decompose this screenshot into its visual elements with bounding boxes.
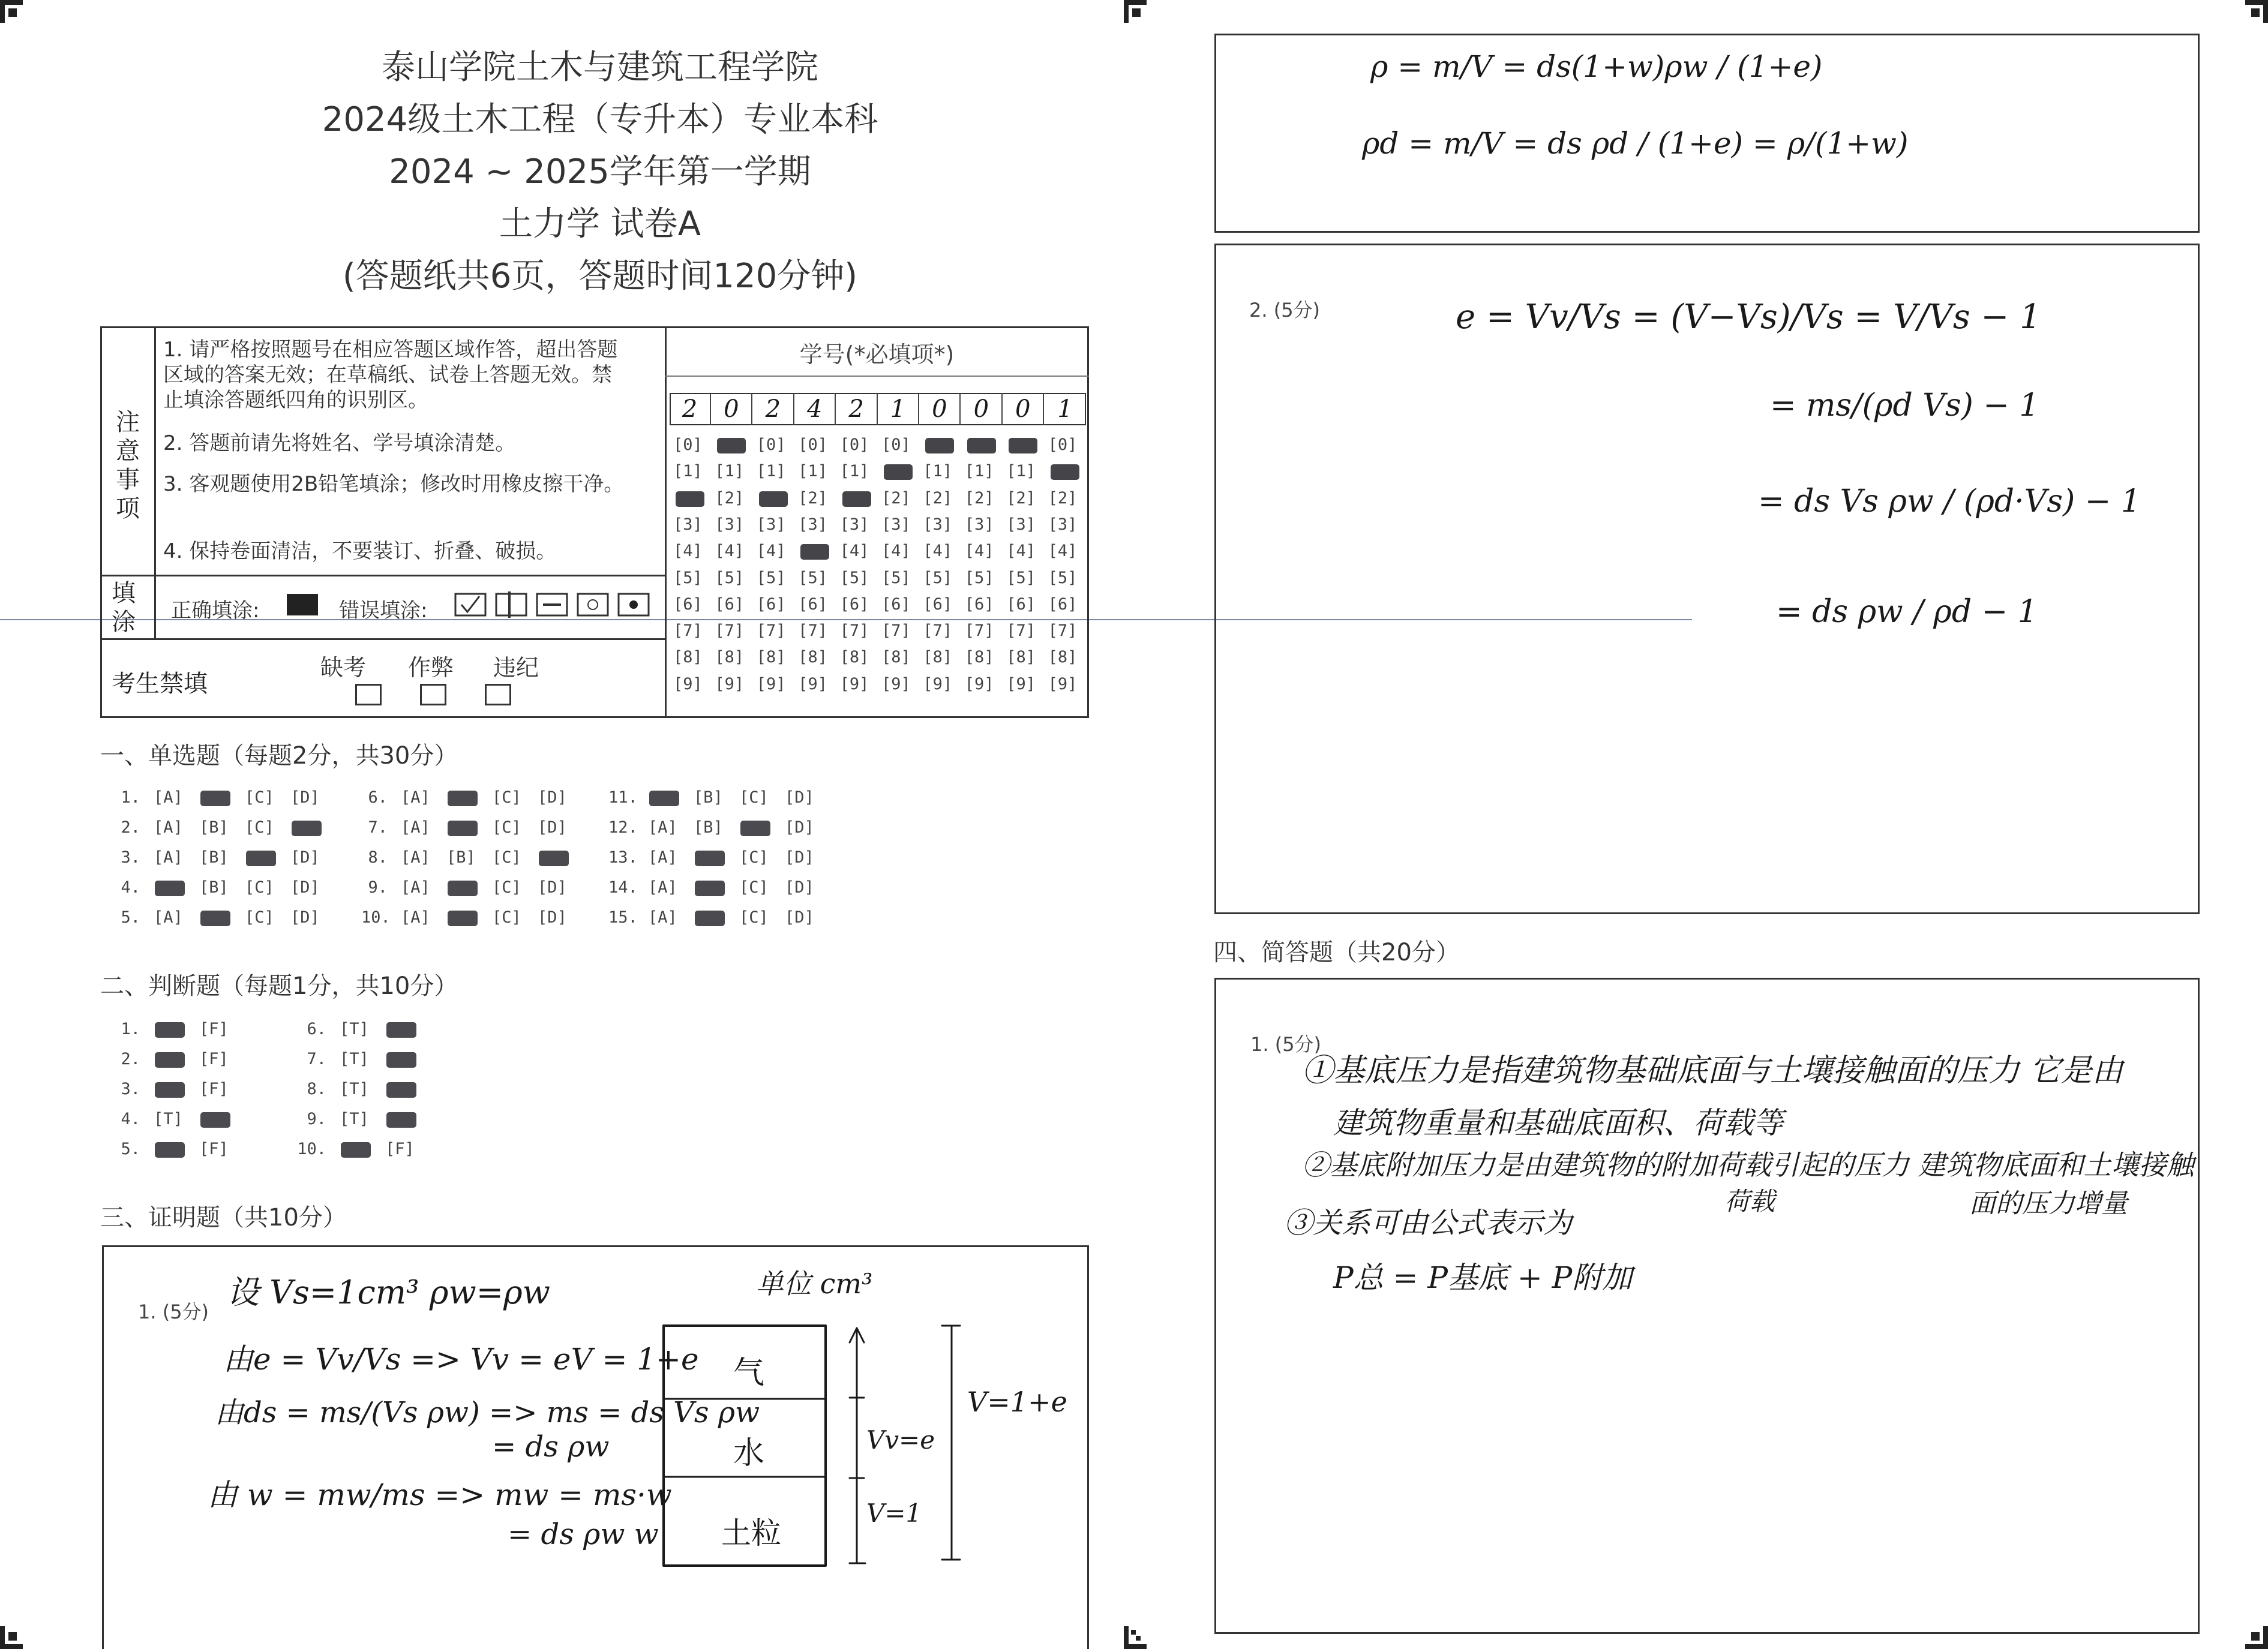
student-id-handwritten-digit: 1 [878,393,919,425]
section1-title: 一、单选题（每题2分，共30分） [100,742,458,770]
section2-title: 二、判断题（每题1分，共10分） [100,972,458,1000]
student-id-bubble-filled[interactable] [842,491,871,507]
student-id-bubble[interactable]: [9] [839,674,869,693]
exam-title: 土力学 试卷A [499,205,701,244]
student-id-bubble[interactable]: [6] [1006,594,1036,614]
tf-option-filled[interactable] [155,1052,185,1068]
proof-q1-label: 1. (5分) [138,1300,209,1323]
mc-question-number: 5. [121,908,140,927]
student-id-bubble[interactable]: [3] [673,515,703,534]
student-id-bubble[interactable]: [1] [798,462,827,481]
mc-option[interactable]: [D] [538,818,567,837]
student-id-bubble[interactable]: [7] [923,621,953,641]
essay-q1-label: 1. (5分) [1250,1033,1322,1056]
notice-item-2: 2. 答题前请先将姓名、学号填涂清楚。 [163,431,516,455]
tf-question-number: 5. [121,1140,140,1158]
student-id-bubble[interactable]: [3] [1006,515,1036,534]
essay-line-3: ②基底附加压力是由建筑物的附加荷载引起的压力 建筑物底面和土壤接触 [1302,1149,2194,1181]
mc-question-number: 14. [608,878,638,897]
mc-option-filled[interactable] [695,881,725,896]
mc-option[interactable]: [C] [739,878,769,897]
student-id-bubble[interactable]: [9] [756,674,786,693]
student-id-bubble[interactable]: [6] [923,594,953,614]
exam-note: (答题纸共6页，答题时间120分钟) [342,257,858,296]
mc-option[interactable]: [A] [648,908,677,927]
student-id-bubble-filled[interactable] [800,544,829,560]
mc-option[interactable]: [B] [446,848,476,867]
student-id-bubble[interactable]: [1] [673,462,703,481]
mc-question-number: 9. [368,878,388,897]
phase-vs-label: V=1 [866,1498,922,1528]
tf-option-filled[interactable] [386,1082,416,1098]
tf-option[interactable]: [F] [199,1050,229,1068]
student-id-bubble[interactable]: [3] [715,515,745,534]
student-id-bubble[interactable]: [8] [881,648,911,667]
student-id-bubble[interactable]: [6] [756,594,786,614]
tf-option[interactable]: [F] [385,1140,415,1158]
student-id-bubble[interactable]: [0] [798,435,827,454]
student-id-bubble[interactable]: [8] [756,648,786,667]
tf-question-number: 10. [297,1140,326,1158]
student-id-bubble[interactable]: [2] [923,488,953,507]
proof1-line5: 由 w = mw/ms => mw = ms·w [208,1477,672,1512]
mc-option-filled[interactable] [448,821,478,836]
student-id-bubble[interactable]: [2] [798,488,827,507]
mc-question-number: 10. [361,908,391,927]
student-id-handwritten-digit: 0 [711,393,752,425]
mc-option-filled[interactable] [539,851,569,866]
tf-option[interactable]: [T] [154,1110,183,1128]
student-id-bubble[interactable]: [5] [756,568,786,587]
student-id-bubble[interactable]: [7] [839,621,869,641]
notice-item-4: 4. 保持卷面清洁，不要装订、折叠、破损。 [163,539,557,563]
mc-option[interactable]: [C] [245,908,274,927]
mc-question-number: 3. [121,848,140,867]
student-id-bubble[interactable]: [7] [756,621,786,641]
student-id-bubble[interactable]: [0] [881,435,911,454]
student-id-bubble[interactable]: [4] [881,542,911,561]
corner-mark-top-left [0,0,23,23]
forbidden-violation: 违纪 [493,654,539,681]
mc-question-number: 2. [121,818,140,837]
tf-question-number: 9. [307,1110,326,1128]
tf-question-number: 6. [307,1020,326,1038]
mc-option[interactable]: [D] [538,788,567,807]
mc-option[interactable]: [A] [401,788,430,807]
student-id-handwritten-digit: 1 [1057,395,1073,423]
mc-question-number: 12. [608,818,638,837]
mc-option[interactable]: [C] [739,788,769,807]
proof1-line2: 由e = Vv/Vs => Vv = eV = 1+e [223,1342,699,1377]
student-id-bubble[interactable]: [8] [798,648,827,667]
mc-option[interactable]: [C] [245,878,274,897]
student-id-bubble[interactable]: [6] [715,594,745,614]
student-id-bubble[interactable]: [5] [839,568,869,587]
student-id-bubble[interactable]: [8] [673,648,703,667]
corner-mark-top-right [2245,0,2268,23]
student-id-bubble[interactable]: [5] [715,568,745,587]
mc-option[interactable]: [B] [694,788,723,807]
student-id-bubble[interactable]: [7] [798,621,827,641]
student-id-handwritten-digit: 0 [1003,393,1044,425]
student-id-bubble[interactable]: [7] [715,621,745,641]
semester-title: 2024 ~ 2025学年第一学期 [389,152,811,191]
mc-option[interactable]: [C] [739,908,769,927]
mc-question-number: 6. [368,788,388,807]
student-id-bubble[interactable]: [4] [1048,542,1078,561]
student-id-bubble[interactable]: [3] [756,515,786,534]
tf-option[interactable]: [T] [340,1110,369,1128]
notice-item-3: 3. 客观题使用2B铅笔填涂；修改时用橡皮擦干净。 [163,472,625,496]
student-id-bubble[interactable]: [4] [964,542,994,561]
mc-question-number: 4. [121,878,140,897]
student-id-bubble[interactable]: [0] [756,435,786,454]
fill-label: 填涂 [112,579,136,636]
mc-option[interactable]: [A] [648,878,677,897]
checkbox-violation[interactable] [485,684,511,705]
mc-option[interactable]: [A] [154,908,183,927]
mc-option[interactable]: [D] [290,878,320,897]
mc-option[interactable]: [A] [154,818,183,837]
tf-question-number: 8. [307,1080,326,1098]
mc-question-number: 7. [368,818,388,837]
student-id-bubble[interactable]: [1] [964,462,994,481]
student-id-bubble-filled[interactable] [717,438,746,453]
student-id-bubble[interactable]: [0] [1048,435,1078,454]
top-rhod-formula: ρd = m/V = ds ρd / (1+e) = ρ/(1+w) [1362,126,1909,161]
corner-mark-top-middle [1124,0,1147,23]
student-id-bubble[interactable]: [6] [798,594,827,614]
student-id-bubble[interactable]: [3] [1048,515,1078,534]
student-id-bubble[interactable]: [4] [673,542,703,561]
proof2-step2: = ms/(ρd Vs) − 1 [1770,388,2039,423]
proof1-unit: 单位 cm³ [756,1267,873,1300]
tf-option[interactable]: [T] [340,1020,369,1038]
mc-option[interactable]: [C] [492,788,521,807]
student-id-handwritten-digit: 4 [794,393,836,425]
corner-mark-bottom-middle [1124,1626,1147,1649]
student-id-bubble[interactable]: [6] [673,594,703,614]
student-id-bubble[interactable]: [3] [964,515,994,534]
mc-option-filled[interactable] [740,821,770,836]
student-id-bubble-filled[interactable] [759,491,788,507]
student-id-bubble[interactable]: [8] [715,648,745,667]
mc-option[interactable]: [D] [785,788,814,807]
mc-option[interactable]: [C] [492,908,521,927]
tf-option-filled[interactable] [386,1112,416,1128]
forbidden-cheat: 作弊 [408,654,454,681]
phase-water-label: 水 [733,1435,765,1471]
mc-option[interactable]: [A] [648,848,677,867]
mc-option[interactable]: [D] [785,878,814,897]
mc-option[interactable]: [D] [538,908,567,927]
student-id-bubble[interactable]: [9] [923,674,953,693]
student-id-bubble-filled[interactable] [884,464,913,480]
mc-option-filled[interactable] [695,851,725,866]
essay-line-5: P总 = P基底 + P附加 [1333,1260,1633,1295]
mc-option[interactable]: [A] [401,818,430,837]
mc-option[interactable]: [B] [199,818,229,837]
section3-title: 三、证明题（共10分） [100,1204,347,1232]
correct-fill-sample [287,594,318,615]
proof2-step4: = ds ρw / ρd − 1 [1776,594,2038,630]
mc-option[interactable]: [C] [492,878,521,897]
mc-option[interactable]: [C] [492,848,521,867]
corner-mark-bottom-right [2245,1626,2268,1649]
student-id-bubble[interactable]: [9] [964,674,994,693]
mc-option-filled[interactable] [695,911,725,926]
student-id-bubble[interactable]: [5] [964,568,994,587]
mc-option[interactable]: [A] [154,848,183,867]
mc-option[interactable]: [D] [785,818,814,837]
mc-option[interactable]: [C] [739,848,769,867]
tf-question-number: 7. [307,1050,326,1068]
mc-option[interactable]: [A] [401,848,430,867]
phase-vv-label: Vv=e [866,1425,935,1455]
student-id-handwritten-digit: 0 [961,393,1003,425]
student-id-handwritten-digit: 2 [670,393,711,425]
proof2-step3: = ds Vs ρw / (ρd·Vs) − 1 [1758,483,2141,519]
mc-option-filled[interactable] [649,791,679,806]
tf-option[interactable]: [T] [340,1050,369,1068]
proof1-line6: = ds ρw w [508,1518,659,1551]
student-id-bubble[interactable]: [3] [923,515,953,534]
tf-option[interactable]: [T] [340,1080,369,1098]
wrong-fill-samples [454,591,652,618]
student-id-bubble[interactable]: [8] [1048,648,1078,667]
student-id-bubble[interactable]: [9] [715,674,745,693]
mc-option[interactable]: [C] [245,788,274,807]
student-id-bubble-filled[interactable] [967,438,996,453]
student-id-bubble[interactable]: [8] [923,648,953,667]
mc-option[interactable]: [D] [290,848,320,867]
student-id-bubble[interactable]: [4] [923,542,953,561]
mc-option[interactable]: [D] [785,908,814,927]
tf-question-number: 4. [121,1110,140,1128]
tf-option-filled[interactable] [155,1142,185,1158]
mc-question-number: 11. [608,788,638,807]
mc-option-filled[interactable] [200,791,230,806]
student-id-bubble[interactable]: [6] [1048,594,1078,614]
mc-question-number: 1. [121,788,140,807]
mc-option[interactable]: [A] [154,788,183,807]
student-id-bubble[interactable]: [4] [839,542,869,561]
proof1-line4: = ds ρw [492,1430,610,1464]
mc-option[interactable]: [B] [199,878,229,897]
student-id-bubble[interactable]: [2] [1006,488,1036,507]
forbidden-label: 考生禁填 [112,670,208,698]
phase-solid-label: 土粒 [721,1516,781,1551]
student-id-bubble[interactable]: [1] [715,462,745,481]
notice-item-1: 1. 请严格按照题号在相应答题区域作答，超出答题区域的答案无效；在草稿纸、试卷上答题无效。禁止填涂答题纸四角的识别区。 [163,338,618,412]
forbidden-absent: 缺考 [320,654,367,681]
school-title: 泰山学院土木与建筑工程学院 [382,48,818,87]
student-id-bubble[interactable]: [7] [673,621,703,641]
mc-option[interactable]: [D] [290,788,320,807]
student-id-bubble[interactable]: [8] [1006,648,1036,667]
mc-option[interactable]: [C] [492,818,521,837]
mc-question-number: 8. [368,848,388,867]
correct-fill-label: 正确填涂: [171,599,260,623]
mc-option[interactable]: [D] [538,878,567,897]
student-id-title: 学号(*必填项*) [799,341,955,368]
essay-line-1: ①基底压力是指建筑物基础底面与土壤接触面的压力 它是由 [1302,1053,2123,1089]
checkbox-absent[interactable] [355,684,382,705]
proof2-step1: e = Vv/Vs = (V−Vs)/Vs = V/Vs − 1 [1456,298,2041,337]
student-id-bubble[interactable]: [5] [923,568,953,587]
student-id-bubble[interactable]: [3] [881,515,911,534]
student-id-bubble[interactable]: [6] [881,594,911,614]
proof1-line3: 由ds = ms/(Vs ρw) => ms = ds Vs ρw [215,1396,760,1429]
mc-option[interactable]: [A] [401,908,430,927]
wrong-fill-label: 错误填涂: [339,599,428,623]
student-id-bubble[interactable]: [5] [1006,568,1036,587]
student-id-bubble[interactable]: [9] [798,674,827,693]
student-id-bubble[interactable]: [7] [881,621,911,641]
student-id-bubble[interactable]: [7] [964,621,994,641]
student-id-bubble[interactable]: [9] [881,674,911,693]
student-id-bubble[interactable]: [0] [673,435,703,454]
student-id-bubble[interactable]: [2] [715,488,745,507]
proof-q2-label: 2. (5分) [1249,299,1321,322]
student-id-bubble[interactable]: [9] [673,674,703,693]
mc-option-filled[interactable] [246,851,276,866]
mc-option-filled[interactable] [448,911,478,926]
student-id-bubble-filled[interactable] [676,491,704,507]
student-id-bubble[interactable]: [8] [839,648,869,667]
section4-title: 四、简答题（共20分） [1213,939,1460,966]
mc-question-number: 15. [608,908,638,927]
mc-option-filled[interactable] [448,791,478,806]
tf-option[interactable]: [F] [199,1140,229,1158]
proof-answer-box-2[interactable] [1214,244,2200,914]
student-id-bubble[interactable]: [5] [798,568,827,587]
mc-option[interactable]: [A] [401,878,430,897]
student-id-bubble-filled[interactable] [925,438,954,453]
student-id-handwritten-digit: 2 [836,393,878,425]
student-id-bubble[interactable]: [6] [964,594,994,614]
student-id-bubble[interactable]: [5] [673,568,703,587]
student-id-bubble[interactable]: [4] [715,542,745,561]
phase-air-label: 气 [733,1355,765,1391]
essay-line-3-continued: 面的压力增量 [1969,1188,2128,1219]
student-id-bubble[interactable]: [4] [756,542,786,561]
tf-question-number: 2. [121,1050,140,1068]
tf-question-number: 3. [121,1080,140,1098]
mc-option-filled[interactable] [200,911,230,926]
mc-option[interactable]: [D] [290,908,320,927]
student-id-bubble[interactable]: [2] [1048,488,1078,507]
student-id-bubble[interactable]: [0] [839,435,869,454]
essay-line-2: 建筑物重量和基础底面积、荷载等 [1333,1106,1783,1140]
student-id-bubble[interactable]: [3] [798,515,827,534]
student-id-bubble[interactable]: [4] [1006,542,1036,561]
tf-option-filled[interactable] [155,1022,185,1038]
mc-option-filled[interactable] [292,821,322,836]
student-id-bubble[interactable]: [6] [839,594,869,614]
student-id-bubble-filled[interactable] [1051,464,1079,480]
tf-option-filled[interactable] [386,1052,416,1068]
mc-option[interactable]: [A] [648,818,677,837]
student-id-bubble-filled[interactable] [1009,438,1037,453]
student-id-bubble[interactable]: [7] [1048,621,1078,641]
tf-option-filled[interactable] [341,1142,371,1158]
top-rho-formula: ρ = m/V = ds(1+w)ρw / (1+e) [1370,49,1823,84]
student-id-bubble[interactable]: [1] [923,462,953,481]
tf-option-filled[interactable] [200,1112,230,1128]
student-id-bubble[interactable]: [9] [1048,674,1078,693]
phase-total-label: V=1+e [967,1386,1067,1418]
student-id-bubble[interactable]: [3] [839,515,869,534]
student-id-bubble[interactable]: [2] [881,488,911,507]
student-id-bubble[interactable]: [1] [839,462,869,481]
essay-line-4: ③关系可由公式表示为 [1284,1206,1573,1240]
tf-question-number: 1. [121,1020,140,1038]
student-id-bubble[interactable]: [5] [881,568,911,587]
student-id-bubble[interactable]: [7] [1006,621,1036,641]
student-id-bubble[interactable]: [5] [1048,568,1078,587]
tf-option-filled[interactable] [386,1022,416,1038]
major-title: 2024级土木工程（专升本）专业本科 [322,100,878,139]
student-id-bubble[interactable]: [8] [964,648,994,667]
tf-option[interactable]: [F] [199,1020,229,1038]
proof1-line1: 设 Vs=1cm³ ρw=ρw [227,1273,550,1311]
student-id-bubble[interactable]: [9] [1006,674,1036,693]
mc-question-number: 13. [608,848,638,867]
student-id-bubble[interactable]: [1] [756,462,786,481]
mc-option[interactable]: [B] [694,818,723,837]
student-id-bubble[interactable]: [1] [1006,462,1036,481]
tf-option-filled[interactable] [155,1082,185,1098]
mc-option-filled[interactable] [448,881,478,896]
student-id-bubble[interactable]: [2] [964,488,994,507]
mc-option[interactable]: [C] [245,818,274,837]
mc-option[interactable]: [B] [199,848,229,867]
notice-label: 注意事项 [116,409,140,522]
student-id-handwritten-digit: 2 [753,393,794,425]
student-id-handwritten-digit: 0 [919,393,961,425]
mc-option-filled[interactable] [155,881,185,896]
corner-mark-bottom-left [0,1626,23,1649]
checkbox-cheat[interactable] [420,684,446,705]
tf-option[interactable]: [F] [199,1080,229,1098]
essay-line-3-note: 荷载 [1724,1187,1775,1216]
mc-option[interactable]: [D] [785,848,814,867]
